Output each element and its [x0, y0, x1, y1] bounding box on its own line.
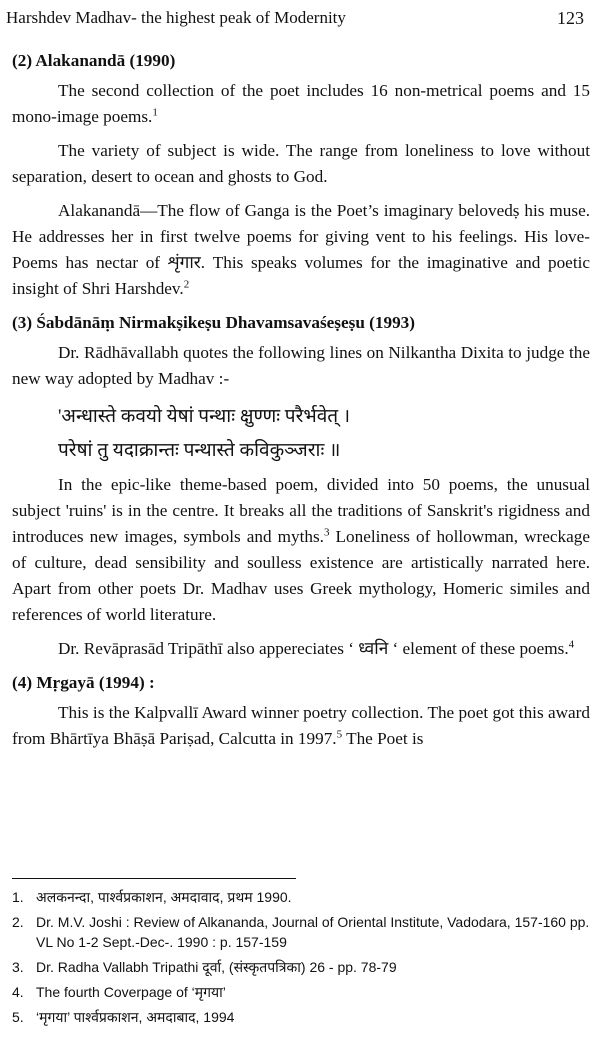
running-head-title: Harshdev Madhav- the highest peak of Modernity: [6, 8, 346, 27]
paragraph: This is the Kalpvallī Award winner poetry collection. The poet got this award from Bhārtīya Bhāṣā Pariṣad, Calcutta in 1997.$^5$ The Poet is: [12, 703, 590, 748]
footnote-divider: [12, 878, 296, 879]
verse-line: परेषां तु यदाक्रान्तः पन्थास्ते कविकुञ्जराः ॥: [58, 440, 341, 461]
footnote-list: [12, 887, 590, 1027]
page-number: 123: [557, 8, 584, 28]
section-heading: (3) Śabdānāṃ Nirmakṣikeṣu Dhavamsavaśeṣeṣu (1993): [12, 313, 415, 332]
verse-line: 'अन्धास्ते कवयो येषां पन्थाः क्षुण्णः परैर्भवेत् ।: [58, 406, 351, 427]
footnote-marker: 5: [336, 728, 343, 741]
section-heading: (4) Mṛgayā (1994) :: [12, 673, 155, 692]
paragraph: Alakanandā—The flow of Ganga is the Poet’s imaginary belovedṣ his muse. He addresses her in first twelve poems for giving vent to his feelings. His love-Poems has nectar of शृंगार. This speaks volumes for the imaginative and poetic insight of Shri Harshdev.$^2$: [12, 201, 590, 298]
footnote-item: 1. अलकनन्दा, पार्श्वप्रकाशन, अमदावाद, प्रथम 1990.: [12, 889, 292, 905]
paragraph: The variety of subject is wide. The range from loneliness to love without separation, desert to ocean and ghosts to God.: [12, 141, 590, 186]
paragraph: Dr. Rādhāvallabh quotes the following lines on Nilkantha Dixita to judge the new way adopted by Madhav :-: [12, 343, 590, 388]
footnote-marker: 4: [568, 638, 575, 651]
paragraph: In the epic-like theme-based poem, divided into 50 poems, the unusual subject 'ruins' is in the centre. It breaks all the traditions of Sanskrit's rigidness and introduces new images, symbols and myths.$^3$ Loneliness of hollowman, wreckage of culture, dead sensibility and soulless existence are artistically narrated here. Apart from other poets Dr. Madhav uses Greek mythology, Homeric similes and references of world literature.: [12, 475, 590, 624]
footnote-marker: 1: [152, 106, 158, 119]
footnote-item: 2. Dr. M.V. Joshi : Review of Alkananda, Journal of Oriental Institute, Vadodara, 157-160 pp. VL No 1-2 Sept.-Dec-. 1990 : p. 157-159: [12, 914, 590, 950]
footnote-marker: 3: [323, 526, 330, 539]
paragraph: The second collection of the poet includes 16 non-metrical poems and 15 mono-image poems.$^1$: [12, 81, 590, 126]
footnote-item: 3. Dr. Radha Vallabh Tripathi दूर्वा, (संस्कृतपत्रिका) 26 - pp. 78-79: [12, 959, 397, 975]
footnote-item: 4. The fourth Coverpage of ‘मृगया’: [12, 984, 226, 1000]
paragraph: Dr. Revāprasād Tripāthī also appereciates ‘ ध्वनि ‘ element of these poems.$^4$: [58, 638, 575, 658]
footnote-marker: 2: [183, 278, 190, 291]
section-heading: (2) Alakanandā (1990): [12, 51, 176, 70]
sanskrit-verse: [58, 400, 590, 468]
footnotes: [12, 878, 590, 1032]
footnote-item: 5. ‘मृगया’ पार्श्वप्रकाशन, अमदाबाद, 1994: [12, 1009, 235, 1025]
body-text: [12, 48, 590, 760]
